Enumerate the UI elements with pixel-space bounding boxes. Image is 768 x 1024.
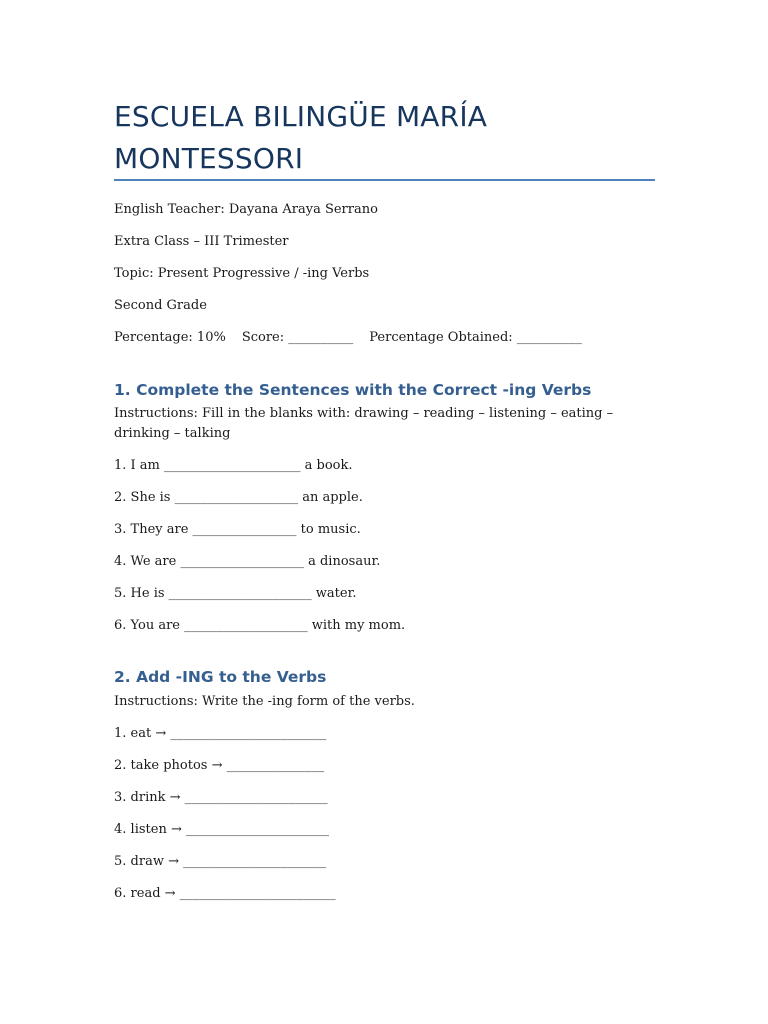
section2-item: 1. eat → ________________________ [114,726,327,741]
score-line [114,328,582,348]
percentage-obtained-label: Percentage Obtained: __________ [369,330,582,345]
score-label: Score: __________ [241,330,354,345]
percentage-label: Percentage: 10% [114,330,226,345]
section2-item: 6. read → ________________________ [114,886,336,901]
section1-item: 3. They are ________________ to music. [114,522,361,537]
section2-item: 3. drink → ______________________ [114,790,328,805]
section2-instructions: Instructions: Write the -ing form of the verbs. [114,694,415,709]
section1-item: 5. He is ______________________ water. [114,586,357,601]
section2-item: 4. listen → ______________________ [114,822,329,837]
section1-item: 4. We are ___________________ a dinosaur. [114,554,381,569]
teacher-line: English Teacher: Dayana Araya Serrano [114,202,378,217]
section1-heading: 1. Complete the Sentences with the Correct -ing Verbs [114,381,592,399]
grade-line: Second Grade [114,298,207,313]
section2-item: 2. take photos → _______________ [114,758,325,773]
title-divider [114,179,655,181]
class-info-line: Extra Class – III Trimester [114,234,289,249]
section1-item: 1. I am _____________________ a book. [114,458,353,473]
section1-item: 2. She is ___________________ an apple. [114,490,363,505]
topic-line: Topic: Present Progressive / -ing Verbs [114,266,370,281]
section2-item: 5. draw → ______________________ [114,854,327,869]
school-title: ESCUELA BILINGÜE MARÍA MONTESSORI [114,100,488,175]
section1-instructions: Instructions: Fill in the blanks with: drawing – reading – listening – eating – drinking – talking [114,406,614,441]
section1-item: 6. You are ___________________ with my mom. [114,618,406,633]
section2-heading: 2. Add -ING to the Verbs [114,668,327,686]
